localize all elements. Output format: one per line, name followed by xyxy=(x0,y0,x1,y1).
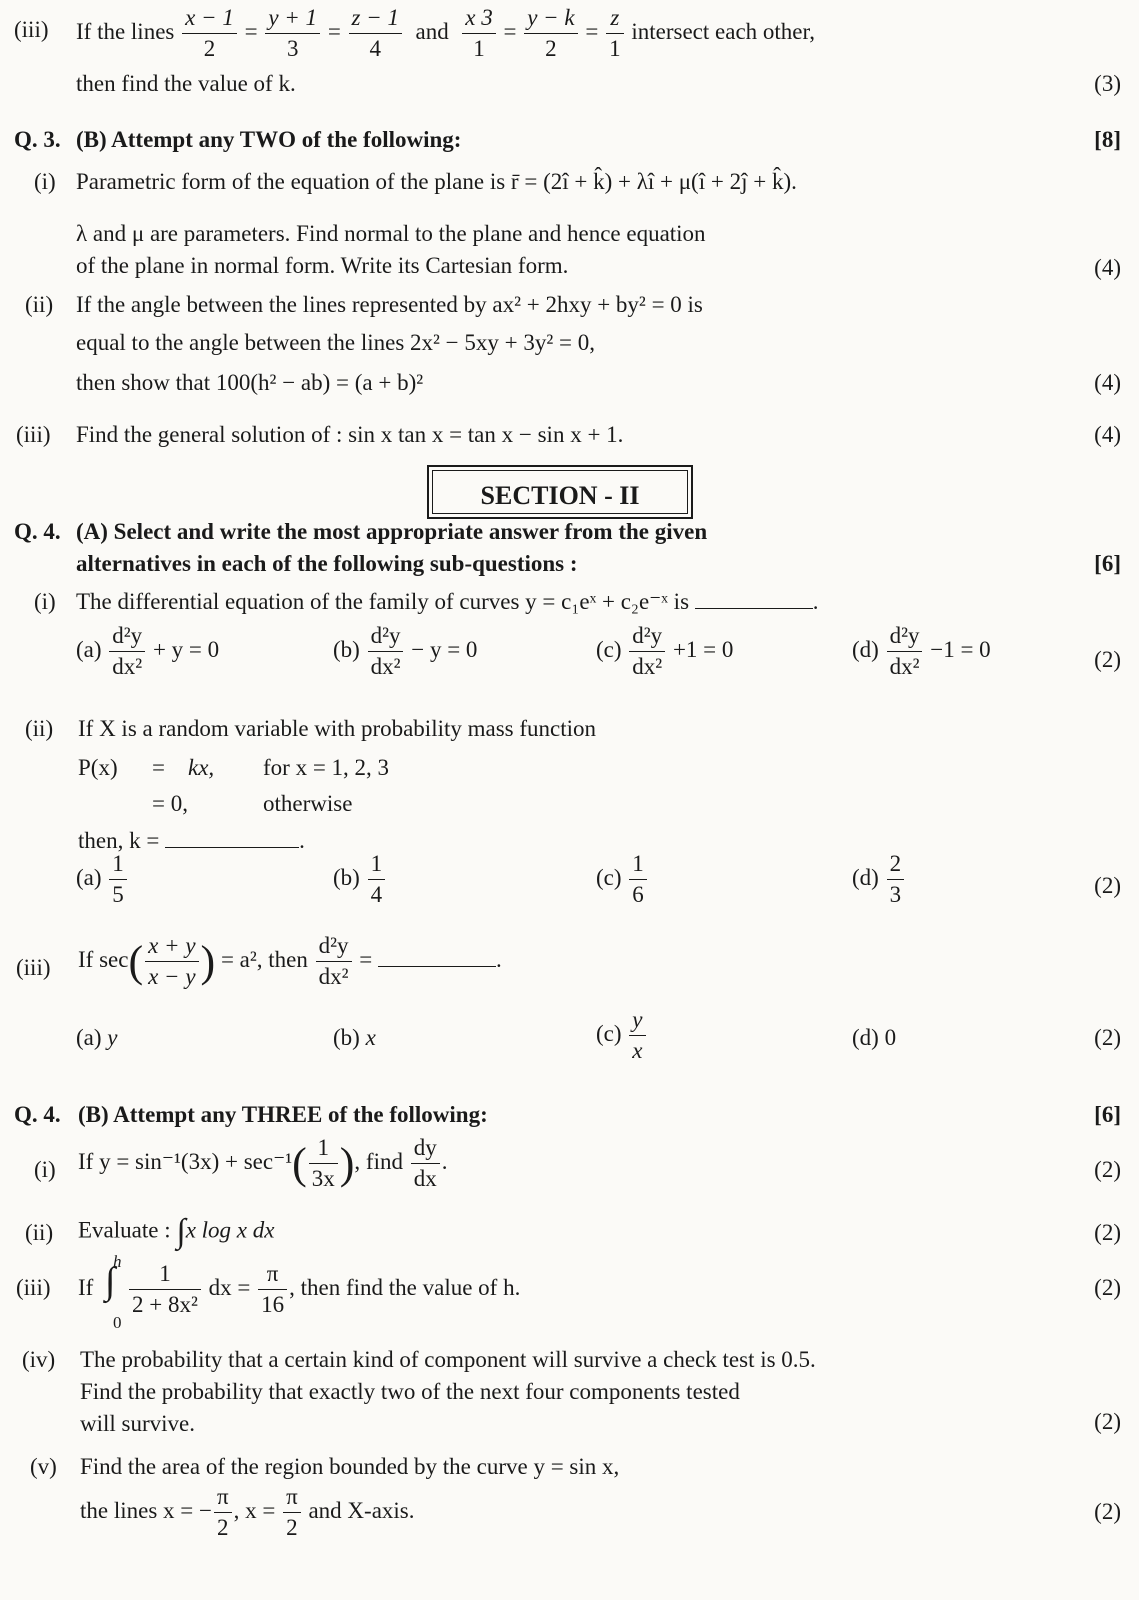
statement-line: equal to the angle between the lines 2x² − 5xy + 3y² = 0, xyxy=(76,330,595,355)
pmf-eq: = xyxy=(152,755,165,780)
item-number: (iii) xyxy=(16,422,51,447)
marks: (2) xyxy=(1094,1220,1121,1245)
item-number: (i) xyxy=(34,1157,56,1182)
statement-line: λ and μ are parameters. Find normal to the plane and hence equation xyxy=(76,221,706,246)
option-d: (d) $\frac{\text{d²y}}{\text{dx²}}$ −1 = 0 xyxy=(852,623,991,680)
statement-line: If y = sin⁻¹(3x) + sec⁻¹( $\frac{1}{3x}$ ), find $\frac{dy}{dx}$ . xyxy=(78,1135,448,1192)
statement-line: Find the area of the region bounded by the curve y = sin x, xyxy=(80,1454,620,1479)
option-b: (b) $\frac{\text{d²y}}{\text{dx²}}$ − y = 0 xyxy=(333,623,478,680)
statement-line: then find the value of k. xyxy=(76,71,296,96)
item-number: (i) xyxy=(34,589,56,614)
section-marks: [6] xyxy=(1094,1102,1121,1127)
line-intersection-statement: If the lines $\frac{x - 1}{2}$ = $\frac{y + 1}{3}$ = $\frac{z - 1}{4}$ and $\frac{x 3}{1}$ = $\frac{y - k}{2}$ = $\frac{z}{1}$ intersect each other, xyxy=(76,5,815,62)
question-heading: (B) Attempt any THREE of the following: xyxy=(78,1102,488,1127)
question-label: Q. 4. xyxy=(14,519,61,544)
marks: (2) xyxy=(1094,873,1121,898)
statement-line: $\frac{1}{\text{2 + 8x²}}$ dx = $\frac{\pi}{16}$ , then find the value of h. xyxy=(127,1262,520,1317)
statement-line: The probability that a certain kind of component will survive a check test is 0.5. xyxy=(80,1347,816,1372)
marks: (4) xyxy=(1094,422,1121,447)
question-label: Q. 4. xyxy=(14,1102,61,1127)
statement-line: of the plane in normal form. Write its Cartesian form. xyxy=(76,253,569,278)
marks: (2) xyxy=(1094,1157,1121,1182)
item-number: (iv) xyxy=(22,1347,56,1372)
section-marks: [8] xyxy=(1094,127,1121,152)
pmf-value: kx, xyxy=(188,755,215,780)
option-b: (b) x xyxy=(333,1025,376,1050)
pmf-lhs: P(x) xyxy=(78,755,118,780)
marks: (3) xyxy=(1094,71,1121,96)
answer-blank xyxy=(165,847,299,848)
option-a: (a) y xyxy=(76,1025,118,1050)
marks: (4) xyxy=(1094,255,1121,280)
item-number: (iii) xyxy=(16,1275,51,1300)
marks: (2) xyxy=(1094,647,1121,672)
statement-line: The differential equation of the family of curves y = c₁eˣ + c₂e⁻ˣ is . xyxy=(76,589,819,614)
statement-line: then show that 100(h² − ab) = (a + b)² xyxy=(76,370,424,395)
statement-line: If the angle between the lines represented by ax² + 2hxy + by² = 0 is xyxy=(76,292,703,317)
item-number: (ii) xyxy=(25,1220,54,1245)
marks: (4) xyxy=(1094,370,1121,395)
question-heading: (B) Attempt any TWO of the following: xyxy=(76,127,462,152)
option-c: (c) $\frac{\text{d²y}}{\text{dx²}}$ +1 = 0 xyxy=(596,623,734,680)
marks: (2) xyxy=(1094,1275,1121,1300)
option-c: (c) $\frac{y}{x}$ xyxy=(596,1008,648,1063)
statement-line: Find the general solution of : sin x tan x = tan x − sin x + 1. xyxy=(76,422,624,447)
statement-line: the lines x = − $\frac{\pi}{2}$ , x = $\frac{\pi}{2}$ and X-axis. xyxy=(80,1484,415,1541)
pmf-condition: for x = 1, 2, 3 xyxy=(263,755,390,780)
option-d: (d) $\frac{2}{3}$ xyxy=(852,852,906,907)
statement-line: If sec( $\frac{x + y}{x - y}$ ) = a², then $\frac{\text{d²y}}{\text{dx²}}$ = . xyxy=(78,933,502,990)
statement-line: will survive. xyxy=(80,1411,195,1436)
section-title-box xyxy=(427,465,693,519)
item-number: (i) xyxy=(34,169,56,194)
pmf-condition: otherwise xyxy=(263,791,353,816)
plane-parametric-equation: Parametric form of the equation of the plane is r̄ = (2î + k̂) + λî + μ(î + 2ĵ + k̂). xyxy=(76,169,797,194)
question-heading: (A) Select and write the most appropriate answer from the given xyxy=(76,519,708,544)
statement-line: Evaluate : ∫x log x dx xyxy=(78,1213,275,1250)
option-d: (d) 0 xyxy=(852,1025,897,1050)
option-b: (b) $\frac{1}{4}$ xyxy=(333,852,387,907)
statement-line: Find the probability that exactly two of the next four components tested xyxy=(80,1379,740,1404)
integral-upper-limit: h xyxy=(113,1252,122,1271)
question-label: Q. 3. xyxy=(14,127,61,152)
answer-blank xyxy=(378,966,496,967)
question-heading: alternatives in each of the following sub-questions : xyxy=(76,551,578,576)
marks: (2) xyxy=(1094,1499,1121,1524)
section-marks: [6] xyxy=(1094,551,1121,576)
item-number: (iii) xyxy=(14,17,49,42)
statement-lead: If xyxy=(78,1275,94,1300)
item-number: (ii) xyxy=(25,292,54,317)
integral-lower-limit: 0 xyxy=(113,1313,122,1332)
marks: (2) xyxy=(1094,1409,1121,1434)
option-c: (c) $\frac{1}{6}$ xyxy=(596,852,649,907)
option-a: (a) $\frac{1}{5}$ xyxy=(76,852,129,907)
item-number: (ii) xyxy=(25,716,54,741)
option-a: (a) $\frac{\text{d²y}}{\text{dx²}}$ + y = 0 xyxy=(76,623,220,680)
statement-line: then, k = . xyxy=(78,828,305,853)
integral-sign: ∫ xyxy=(105,1260,116,1302)
pmf-value: = 0, xyxy=(152,791,188,816)
item-number: (v) xyxy=(30,1454,57,1479)
statement-line: If X is a random variable with probability mass function xyxy=(78,716,597,741)
answer-blank xyxy=(695,608,813,609)
section-title: SECTION - II xyxy=(480,481,640,510)
statement-lead: If the lines xyxy=(76,18,175,44)
item-number: (iii) xyxy=(16,955,51,980)
marks: (2) xyxy=(1094,1025,1121,1050)
